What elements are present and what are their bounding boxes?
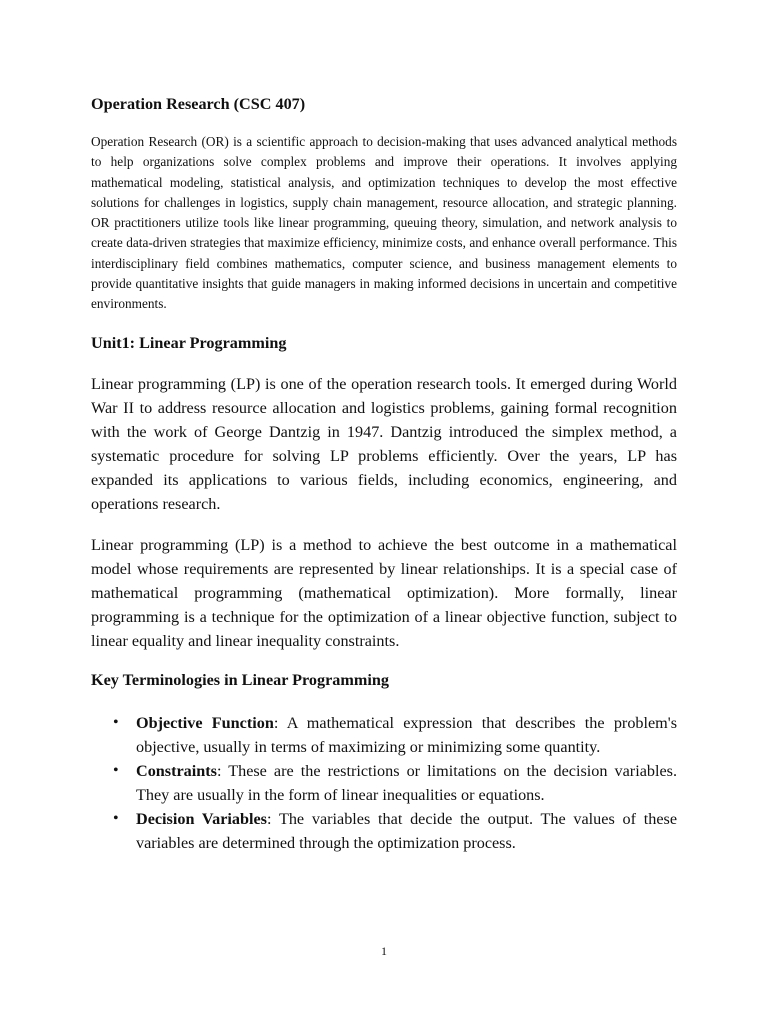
term-constraints: Constraints (136, 761, 217, 780)
list-item (91, 807, 677, 855)
term-decision-variables: Decision Variables (136, 809, 267, 828)
lp-definition-paragraph: Linear programming (LP) is a method to achieve the best outcome in a mathematical model whose requirements are represented by linear relationships. It is a special case of mathematical programming (mathematical optimization). More formally, linear programming is a technique for the optimization of a linear objective function, subject to linear equality and linear inequality constraints. (91, 535, 677, 650)
term-definition: : A mathematical expression that describes the problem's objective, usually in terms of maximizing or minimizing some quantity. (136, 713, 677, 756)
bullet-icon: • (113, 761, 119, 779)
list-item (91, 711, 677, 759)
unit-heading: Unit1: Linear Programming (91, 333, 287, 352)
terminology-list (91, 711, 677, 855)
bullet-icon: • (113, 809, 119, 827)
document-title: Operation Research (CSC 407) (91, 95, 306, 113)
term-definition: : The variables that decide the output. The values of these variables are determined through the optimization process. (136, 809, 678, 852)
page-number: 1 (381, 944, 387, 958)
bullet-icon: • (113, 713, 119, 731)
lp-history-paragraph: Linear programming (LP) is one of the operation research tools. It emerged during World War II to address resource allocation and logistics problems, gaining formal recognition with the work of George Dantzig in 1947. Dantzig introduced the simplex method, a systematic procedure for solving LP problems efficiently. Over the years, LP has expanded its applications to various fields, including economics, engineering, and operations research. (91, 374, 677, 513)
terminology-heading: Key Terminologies in Linear Programming (91, 670, 389, 689)
list-item (91, 759, 677, 807)
intro-paragraph: Operation Research (OR) is a scientific approach to decision-making that uses advanced analytical methods to help organizations solve complex problems and improve their operations. It involves applying mathematical modeling, statistical analysis, and optimization techniques to develop the most effective solutions for challenges in logistics, supply chain management, resource allocation, and strategic planning. OR practitioners utilize tools like linear programming, queuing theory, simulation, and network analysis to create data-driven strategies that maximize efficiency, minimize costs, and enhance overall performance. This interdisciplinary field combines mathematics, computer science, and business management elements to provide quantitative insights that guide managers in making informed decisions in uncertain and competitive environments. (91, 134, 677, 312)
page-content (91, 94, 677, 855)
term-definition: : These are the restrictions or limitations on the decision variables. They are usually in the form of linear inequalities or equations. (136, 761, 677, 804)
term-objective-function: Objective Function (136, 713, 274, 732)
